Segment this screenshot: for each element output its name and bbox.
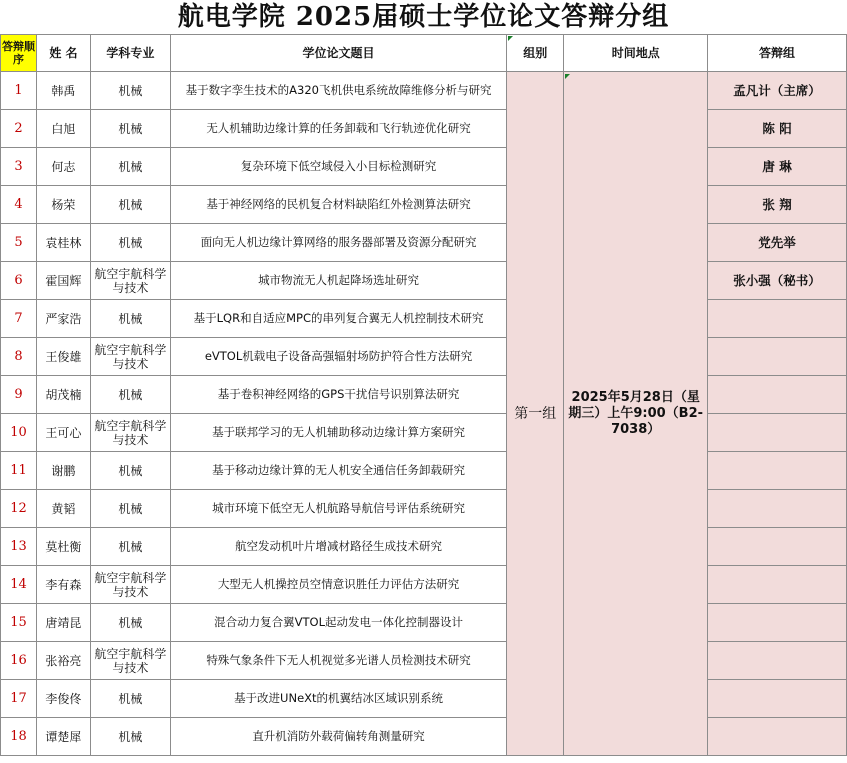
cell-major[interactable]: 机械 — [90, 718, 170, 756]
cell-order[interactable]: 3 — [1, 148, 37, 186]
cell-committee-empty[interactable] — [708, 338, 847, 376]
header-thesis[interactable]: 学位论文题目 — [170, 35, 507, 72]
cell-order[interactable]: 6 — [1, 262, 37, 300]
cell-major[interactable]: 机械 — [90, 490, 170, 528]
cell-order[interactable]: 14 — [1, 566, 37, 604]
cell-committee-empty[interactable] — [708, 528, 847, 566]
cell-major[interactable]: 机械 — [90, 224, 170, 262]
cell-name[interactable]: 谢鹏 — [36, 452, 90, 490]
cell-name[interactable]: 杨荣 — [36, 186, 90, 224]
cell-major[interactable]: 航空宇航科学与技术 — [90, 338, 170, 376]
comment-marker-icon — [508, 36, 513, 41]
cell-thesis[interactable]: 城市物流无人机起降场选址研究 — [170, 262, 507, 300]
table-row — [1, 224, 847, 262]
cell-name[interactable]: 王俊雄 — [36, 338, 90, 376]
cell-major[interactable]: 机械 — [90, 680, 170, 718]
cell-name[interactable]: 霍国辉 — [36, 262, 90, 300]
cell-major[interactable]: 机械 — [90, 528, 170, 566]
table-row — [1, 490, 847, 528]
cell-committee-member[interactable]: 孟凡计（主席） — [708, 72, 847, 110]
cell-committee-empty[interactable] — [708, 300, 847, 338]
cell-order[interactable]: 8 — [1, 338, 37, 376]
cell-committee-empty[interactable] — [708, 718, 847, 756]
cell-name[interactable]: 王可心 — [36, 414, 90, 452]
cell-committee-empty[interactable] — [708, 604, 847, 642]
table-row — [1, 414, 847, 452]
cell-name[interactable]: 莫杜衡 — [36, 528, 90, 566]
cell-order[interactable]: 2 — [1, 110, 37, 148]
cell-name[interactable]: 黄韬 — [36, 490, 90, 528]
cell-major[interactable]: 机械 — [90, 148, 170, 186]
table-row — [1, 262, 847, 300]
cell-name[interactable]: 胡茂楠 — [36, 376, 90, 414]
cell-order[interactable]: 5 — [1, 224, 37, 262]
cell-major[interactable]: 机械 — [90, 376, 170, 414]
cell-committee-empty[interactable] — [708, 680, 847, 718]
cell-order[interactable]: 15 — [1, 604, 37, 642]
cell-order[interactable]: 7 — [1, 300, 37, 338]
table-row — [1, 300, 847, 338]
cell-committee-member[interactable]: 唐 琳 — [708, 148, 847, 186]
table-row — [1, 718, 847, 756]
cell-name[interactable]: 张裕亮 — [36, 642, 90, 680]
cell-committee-member[interactable]: 陈 阳 — [708, 110, 847, 148]
cell-thesis[interactable]: 基于LQR和自适应MPC的串列复合翼无人机控制技术研究 — [170, 300, 507, 338]
cell-committee-empty[interactable] — [708, 376, 847, 414]
table-row — [1, 642, 847, 680]
cell-order[interactable]: 4 — [1, 186, 37, 224]
cell-thesis[interactable]: 特殊气象条件下无人机视觉多光谱人员检测技术研究 — [170, 642, 507, 680]
cell-thesis[interactable]: 基于数字孪生技术的A320飞机供电系统故障维修分析与研究 — [170, 72, 507, 110]
cell-major[interactable]: 机械 — [90, 186, 170, 224]
cell-thesis[interactable]: 无人机辅助边缘计算的任务卸载和飞行轨迹优化研究 — [170, 110, 507, 148]
table-row — [1, 148, 847, 186]
cell-committee-empty[interactable] — [708, 452, 847, 490]
cell-order[interactable]: 1 — [1, 72, 37, 110]
cell-thesis[interactable]: 基于改进UNeXt的机翼结冰区域识别系统 — [170, 680, 507, 718]
cell-thesis[interactable]: 直升机消防外载荷偏转角测量研究 — [170, 718, 507, 756]
cell-order[interactable]: 18 — [1, 718, 37, 756]
cell-name[interactable]: 李俊佟 — [36, 680, 90, 718]
table-row — [1, 566, 847, 604]
cell-thesis[interactable]: 复杂环境下低空域侵入小目标检测研究 — [170, 148, 507, 186]
cell-thesis[interactable]: 大型无人机操控员空情意识胜任力评估方法研究 — [170, 566, 507, 604]
cell-thesis[interactable]: 基于移动边缘计算的无人机安全通信任务卸载研究 — [170, 452, 507, 490]
cell-thesis[interactable]: 基于卷积神经网络的GPS干扰信号识别算法研究 — [170, 376, 507, 414]
cell-order[interactable]: 17 — [1, 680, 37, 718]
table-row — [1, 72, 847, 110]
cell-name[interactable]: 谭楚犀 — [36, 718, 90, 756]
table-row — [1, 528, 847, 566]
cell-name[interactable]: 袁桂林 — [36, 224, 90, 262]
table-row — [1, 338, 847, 376]
cell-order[interactable]: 11 — [1, 452, 37, 490]
cell-name[interactable]: 何志 — [36, 148, 90, 186]
cell-thesis[interactable]: eVTOL机载电子设备高强辐射场防护符合性方法研究 — [170, 338, 507, 376]
cell-name[interactable]: 韩禹 — [36, 72, 90, 110]
comment-marker-icon — [565, 74, 570, 79]
cell-name[interactable]: 李有森 — [36, 566, 90, 604]
table-row — [1, 680, 847, 718]
cell-thesis[interactable]: 混合动力复合翼VTOL起动发电一体化控制器设计 — [170, 604, 507, 642]
page-title: 航电学院 2025届硕士学位论文答辩分组 — [1, 0, 847, 35]
cell-major[interactable]: 航空宇航科学与技术 — [90, 642, 170, 680]
header-group[interactable]: 组别 — [507, 35, 564, 72]
cell-major[interactable]: 航空宇航科学与技术 — [90, 566, 170, 604]
cell-name[interactable]: 严家浩 — [36, 300, 90, 338]
table-row — [1, 452, 847, 490]
table-row — [1, 376, 847, 414]
cell-time-place[interactable]: 2025年5月28日（星期三）上午9:00（B2-7038） — [564, 72, 708, 756]
cell-major[interactable]: 航空宇航科学与技术 — [90, 414, 170, 452]
table-row — [1, 604, 847, 642]
header-major[interactable]: 学科专业 — [90, 35, 170, 72]
cell-thesis[interactable]: 基于神经网络的民机复合材料缺陷红外检测算法研究 — [170, 186, 507, 224]
header-time-place[interactable]: 时间地点 — [564, 35, 708, 72]
cell-group[interactable]: 第一组 — [507, 72, 564, 756]
cell-major[interactable]: 机械 — [90, 300, 170, 338]
cell-major[interactable]: 机械 — [90, 72, 170, 110]
cell-thesis[interactable]: 航空发动机叶片增减材路径生成技术研究 — [170, 528, 507, 566]
cell-major[interactable]: 航空宇航科学与技术 — [90, 262, 170, 300]
cell-order[interactable]: 13 — [1, 528, 37, 566]
cell-committee-member[interactable]: 张小强（秘书） — [708, 262, 847, 300]
cell-committee-empty[interactable] — [708, 414, 847, 452]
table-row — [1, 186, 847, 224]
cell-thesis[interactable]: 面向无人机边缘计算网络的服务器部署及资源分配研究 — [170, 224, 507, 262]
cell-major[interactable]: 机械 — [90, 452, 170, 490]
header-order[interactable]: 答辩顺序 — [1, 35, 37, 72]
cell-major[interactable]: 机械 — [90, 604, 170, 642]
cell-thesis[interactable]: 基于联邦学习的无人机辅助移动边缘计算方案研究 — [170, 414, 507, 452]
cell-committee-empty[interactable] — [708, 566, 847, 604]
cell-order[interactable]: 16 — [1, 642, 37, 680]
cell-committee-member[interactable]: 张 翔 — [708, 186, 847, 224]
cell-committee-member[interactable]: 党先举 — [708, 224, 847, 262]
header-name[interactable]: 姓 名 — [36, 35, 90, 72]
cell-order[interactable]: 9 — [1, 376, 37, 414]
cell-thesis[interactable]: 城市环境下低空无人机航路导航信号评估系统研究 — [170, 490, 507, 528]
cell-committee-empty[interactable] — [708, 490, 847, 528]
cell-order[interactable]: 12 — [1, 490, 37, 528]
table-row — [1, 110, 847, 148]
cell-committee-empty[interactable] — [708, 642, 847, 680]
header-committee[interactable]: 答辩组 — [708, 35, 847, 72]
cell-order[interactable]: 10 — [1, 414, 37, 452]
cell-name[interactable]: 白旭 — [36, 110, 90, 148]
cell-major[interactable]: 机械 — [90, 110, 170, 148]
cell-name[interactable]: 唐靖昆 — [36, 604, 90, 642]
